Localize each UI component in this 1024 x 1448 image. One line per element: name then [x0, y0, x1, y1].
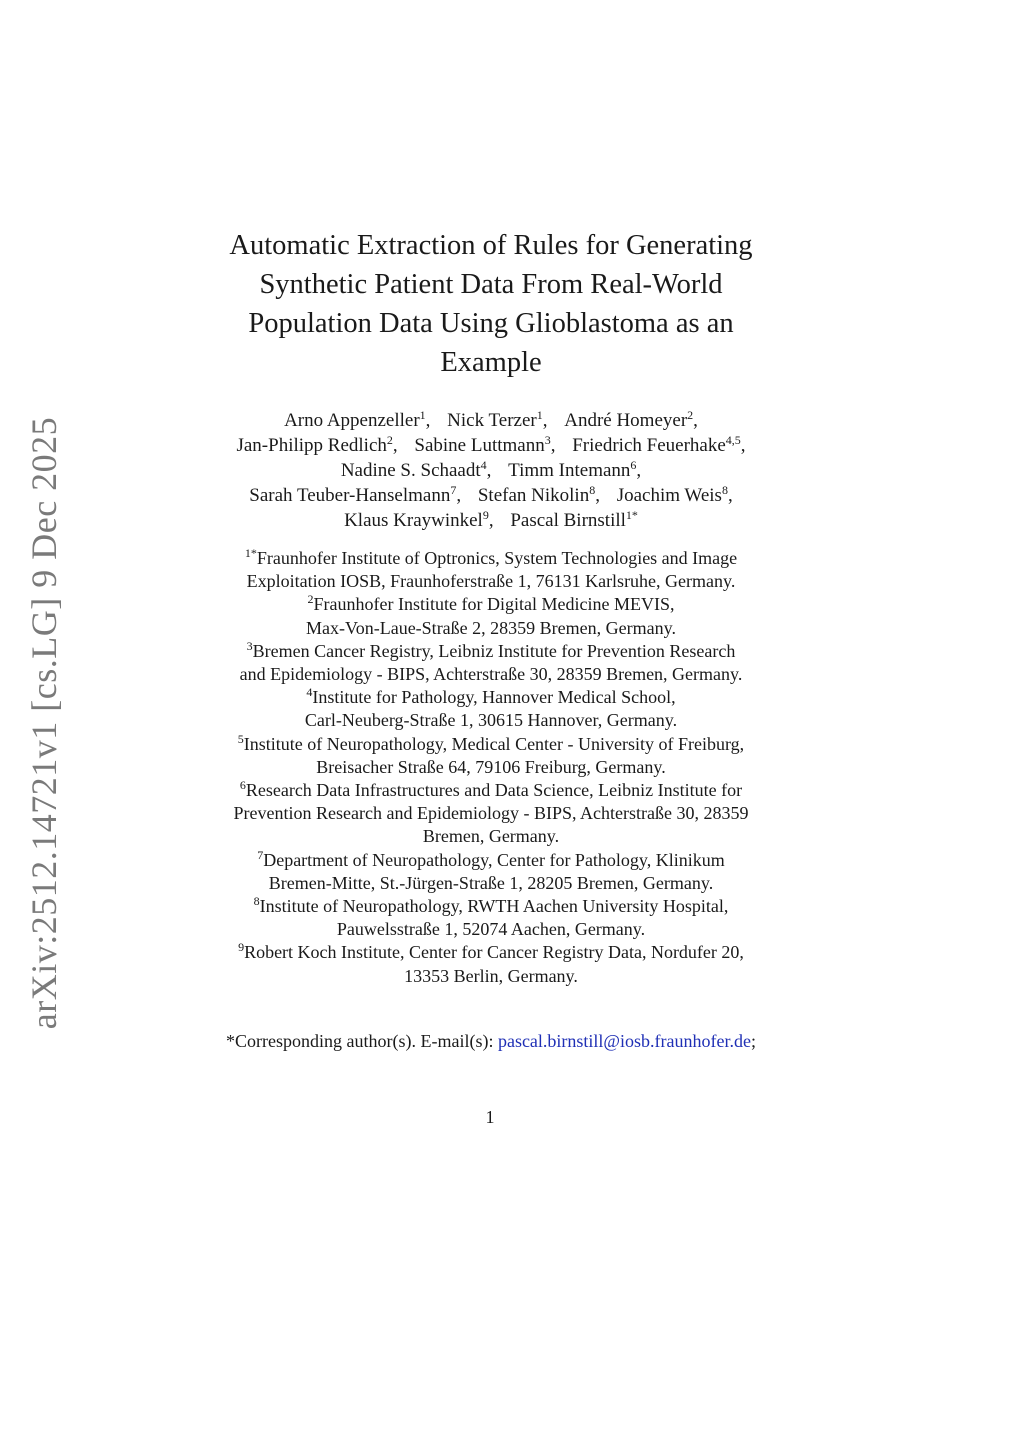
title-line: Example	[440, 347, 542, 378]
author-line	[190, 483, 792, 508]
correspondence-label: Corresponding author(s). E-mail(s):	[235, 1031, 498, 1051]
affiliation-line: $^{1*}$Fraunhofer Institute of Optronics, System Technologies and Image	[244, 546, 738, 568]
affiliation-line: $^4$Institute for Pathology, Hannover Medical School,	[306, 685, 676, 708]
affiliation-line: Prevention Research and Epidemiology - BIPS, Achterstraße 30, 28359	[233, 803, 749, 824]
author: Sabine Luttmann$^3$,	[414, 433, 556, 456]
author: Joachim Weis$^8$,	[616, 483, 733, 506]
page-number: 1	[485, 1107, 495, 1127]
author: Klaus Kraywinkel$^9$,	[344, 508, 494, 531]
author: Pascal Birnstill$^{1*}$	[510, 508, 638, 531]
affiliation-list	[190, 547, 792, 988]
correspondence-suffix: ;	[750, 1031, 756, 1051]
affiliation-line: Bremen-Mitte, St.-Jürgen-Straße 1, 28205 Bremen, Germany.	[268, 872, 714, 893]
author: Sarah Teuber-Hanselmann$^7$,	[249, 483, 462, 506]
affiliation-line: Breisacher Straße 64, 79106 Freiburg, Germany.	[316, 756, 666, 777]
arxiv-identifier: arXiv:2512.14721v1 [cs.LG] 9 Dec 2025	[24, 416, 64, 1030]
author: André Homeyer$^2$,	[564, 408, 698, 431]
email-link[interactable]: pascal.birnstill@iosb.fraunhofer.de	[497, 1031, 751, 1051]
affiliation-line: Carl-Neuberg-Straße 1, 30615 Hannover, Germany.	[304, 710, 678, 731]
affiliation-line: $^3$Bremen Cancer Registry, Leibniz Institute for Prevention Research	[246, 638, 736, 661]
affiliation-line: $^8$Institute of Neuropathology, RWTH Aachen University Hospital,	[253, 894, 729, 917]
affiliation-line: Bremen, Germany.	[422, 826, 560, 847]
author-line	[190, 458, 792, 483]
corresponding-author-note	[186, 1030, 796, 1053]
title-line: Population Data Using Glioblastoma as an	[248, 308, 734, 339]
author: Stefan Nikolin$^8$,	[477, 483, 600, 506]
author: Jan-Philipp Redlich$^2$,	[236, 433, 398, 456]
affiliation-line: Max-Von-Laue-Straße 2, 28359 Bremen, Germany.	[306, 617, 676, 638]
author: Timm Intemann$^6$,	[508, 458, 642, 481]
affiliation-line: $^5$Institute of Neuropathology, Medical Center - University of Freiburg,	[237, 731, 745, 754]
affiliation-line: Pauwelsstraße 1, 52074 Aachen, Germany.	[336, 919, 646, 940]
author: Friedrich Feuerhake$^{4,5}$,	[572, 433, 746, 456]
author-line	[190, 433, 792, 458]
affiliation-line: and Epidemiology - BIPS, Achterstraße 30, 28359 Bremen, Germany.	[239, 664, 743, 685]
title-line: Synthetic Patient Data From Real-World	[259, 269, 723, 300]
affiliation-line: $^7$Department of Neuropathology, Center for Pathology, Klinikum	[257, 847, 725, 870]
paper-title	[196, 226, 786, 382]
author-line	[190, 508, 792, 533]
author: Nadine S. Schaadt$^4$,	[340, 458, 492, 481]
author: Arno Appenzeller$^1$,	[284, 408, 431, 431]
affiliation-line: $^6$Research Data Infrastructures and Data Science, Leibniz Institute for	[239, 778, 743, 801]
author-list	[190, 408, 792, 533]
title-line: Automatic Extraction of Rules for Generating	[229, 230, 753, 261]
author: Nick Terzer$^1$,	[447, 408, 548, 431]
affiliation-line: 13353 Berlin, Germany.	[404, 965, 578, 986]
affiliation-line: $^2$Fraunhofer Institute for Digital Medicine MEVIS,	[307, 592, 675, 615]
author-line	[190, 408, 792, 433]
footnote-star: *	[226, 1031, 235, 1051]
affiliation-line: $^9$Robert Koch Institute, Center for Cancer Registry Data, Nordufer 20,	[238, 940, 744, 963]
affiliation-line: Exploitation IOSB, Fraunhoferstraße 1, 76131 Karlsruhe, Germany.	[246, 571, 736, 592]
